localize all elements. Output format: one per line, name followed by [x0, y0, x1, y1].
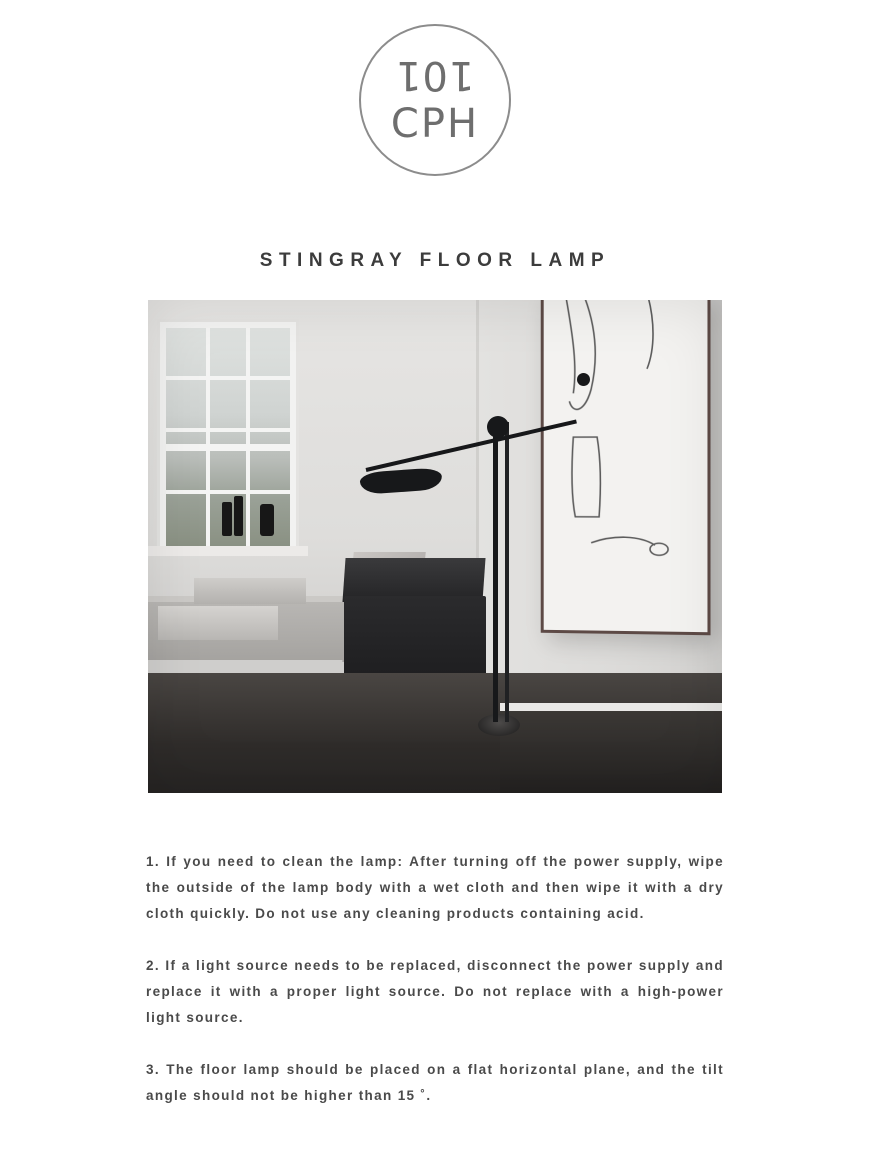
instruction-paragraph-3: 3. The floor lamp should be placed on a flat horizontal plane, and the tilt angle should not be higher than 15 ˚. [146, 1062, 724, 1103]
logo-text-bottom: CPH [390, 101, 480, 147]
instructions-block [146, 849, 724, 1109]
window-mullion [166, 428, 290, 432]
book-stack [194, 578, 306, 604]
framed-artwork [541, 300, 711, 635]
brand-logo [0, 0, 870, 176]
lamp-base [478, 714, 520, 736]
floor-right [500, 711, 722, 793]
window-mullion [166, 490, 290, 494]
vase [260, 504, 274, 536]
logo-circle-outline [359, 24, 511, 176]
lamp-joint [487, 416, 509, 438]
window-mullion [246, 328, 250, 546]
window-mullion [166, 376, 290, 380]
window-sash-rail [166, 444, 290, 451]
window-mullion [206, 328, 210, 546]
instruction-paragraph-1: 1. If you need to clean the lamp: After turning off the power supply, wipe the outside of the lamp body with a wet cloth and then wipe it with a dry cloth quickly. Do not use any cleaning products containing acid. [146, 854, 724, 921]
logo-text-top: 101 [395, 52, 475, 98]
lamp-counterweight [577, 373, 590, 386]
product-photo [148, 300, 722, 793]
window-sill [148, 546, 308, 556]
vase [234, 496, 243, 536]
vase [222, 502, 232, 536]
lamp-pole [493, 422, 498, 722]
instruction-paragraph-2: 2. If a light source needs to be replaced, disconnect the power supply and replace it with a proper light source. Do not replace with a high-power light source. [146, 958, 724, 1025]
book-stack [158, 606, 278, 640]
page-title: STINGRAY FLOOR LAMP [259, 250, 611, 271]
artwork-line-drawing [544, 300, 708, 632]
lamp-pole [505, 422, 509, 722]
